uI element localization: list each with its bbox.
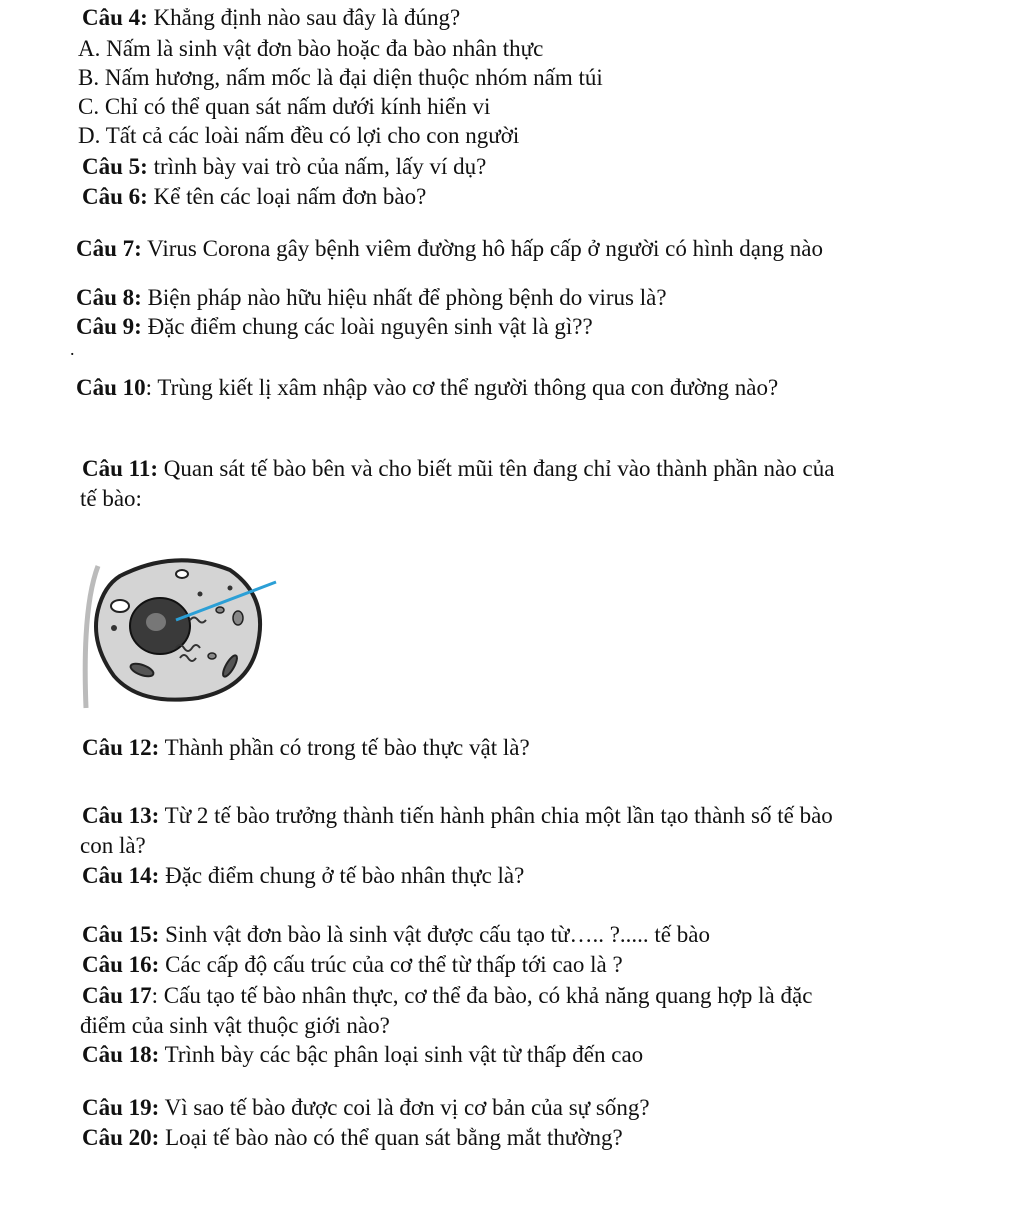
- question-text: Loại tế bào nào có thể quan sát bằng mắt thường?: [159, 1125, 623, 1150]
- question-13: [82, 802, 833, 830]
- question-label: Câu 19:: [82, 1095, 160, 1120]
- question-label: Câu 16:: [82, 952, 160, 977]
- question-label: Câu 9:: [76, 314, 142, 339]
- question-text: Các cấp độ cấu trúc của cơ thể từ thấp tới cao là ?: [159, 952, 623, 977]
- question-10: [76, 374, 778, 402]
- question-label: Câu 12:: [82, 735, 160, 760]
- option-d: D. Tất cả các loài nấm đều có lợi cho con người: [78, 123, 520, 148]
- question-label: Câu 15:: [82, 922, 160, 947]
- question-19: [82, 1094, 650, 1122]
- question-text: Thành phần có trong tế bào thực vật là?: [159, 735, 530, 760]
- question-11-continuation: tế bào:: [80, 486, 142, 511]
- question-7: [76, 235, 823, 263]
- question-17-continuation: điểm của sinh vật thuộc giới nào?: [80, 1013, 390, 1038]
- question-6: [82, 183, 426, 211]
- option-a: A. Nấm là sinh vật đơn bào hoặc đa bào nhân thực: [78, 36, 544, 61]
- question-11: [82, 455, 834, 483]
- question-17: [82, 982, 812, 1010]
- question-16: [82, 951, 623, 979]
- question-label: Câu 14:: [82, 863, 160, 888]
- question-label: Câu 17: [82, 983, 152, 1008]
- question-text: : Trùng kiết lị xâm nhập vào cơ thể người thông qua con đường nào?: [145, 375, 779, 400]
- question-label: Câu 11:: [82, 456, 159, 481]
- question-text: Biện pháp nào hữu hiệu nhất để phòng bệnh do virus là?: [141, 285, 667, 310]
- question-text: Khẳng định nào sau đây là đúng?: [147, 5, 461, 30]
- question-13-continuation: con là?: [80, 833, 146, 858]
- question-label: Câu 13:: [82, 803, 160, 828]
- question-8: [76, 284, 667, 312]
- question-text: trình bày vai trò của nấm, lấy ví dụ?: [147, 154, 487, 179]
- question-text: Từ 2 tế bào trưởng thành tiến hành phân chia một lần tạo thành số tế bào: [159, 803, 833, 828]
- question-text: Quan sát tế bào bên và cho biết mũi tên đang chỉ vào thành phần nào của: [158, 456, 835, 481]
- question-label: Câu 7:: [76, 236, 142, 261]
- question-label: Câu 4:: [82, 5, 148, 30]
- option-b: B. Nấm hương, nấm mốc là đại diện thuộc nhóm nấm túi: [78, 65, 603, 90]
- question-text: Sinh vật đơn bào là sinh vật được cấu tạo từ….. ?..... tế bào: [159, 922, 710, 947]
- animal-cell-image: [80, 548, 280, 713]
- question-15: [82, 921, 710, 949]
- question-label: Câu 18:: [82, 1042, 160, 1067]
- question-label: Câu 10: [76, 375, 146, 400]
- question-12: [82, 734, 530, 762]
- question-label: Câu 5:: [82, 154, 148, 179]
- question-text: Trình bày các bậc phân loại sinh vật từ thấp đến cao: [159, 1042, 644, 1067]
- question-9: [76, 313, 593, 341]
- option-c: C. Chỉ có thể quan sát nấm dưới kính hiển vi: [78, 94, 491, 119]
- question-text: Vì sao tế bào được coi là đơn vị cơ bản của sự sống?: [159, 1095, 650, 1120]
- question-5: [82, 153, 486, 181]
- question-label: Câu 8:: [76, 285, 142, 310]
- question-text: Đặc điểm chung ở tế bào nhân thực là?: [159, 863, 525, 888]
- question-14: [82, 862, 524, 890]
- stray-dot: .: [70, 339, 75, 359]
- question-label: Câu 20:: [82, 1125, 160, 1150]
- question-text: Kể tên các loại nấm đơn bào?: [147, 184, 427, 209]
- question-text: Virus Corona gây bệnh viêm đường hô hấp cấp ở người có hình dạng nào: [141, 236, 823, 261]
- question-4: [82, 4, 460, 32]
- question-18: [82, 1041, 643, 1069]
- question-text: Đặc điểm chung các loài nguyên sinh vật là gì??: [141, 314, 593, 339]
- question-label: Câu 6:: [82, 184, 148, 209]
- question-20: [82, 1124, 623, 1152]
- question-text: : Cấu tạo tế bào nhân thực, cơ thể đa bào, có khả năng quang hợp là đặc: [151, 983, 813, 1008]
